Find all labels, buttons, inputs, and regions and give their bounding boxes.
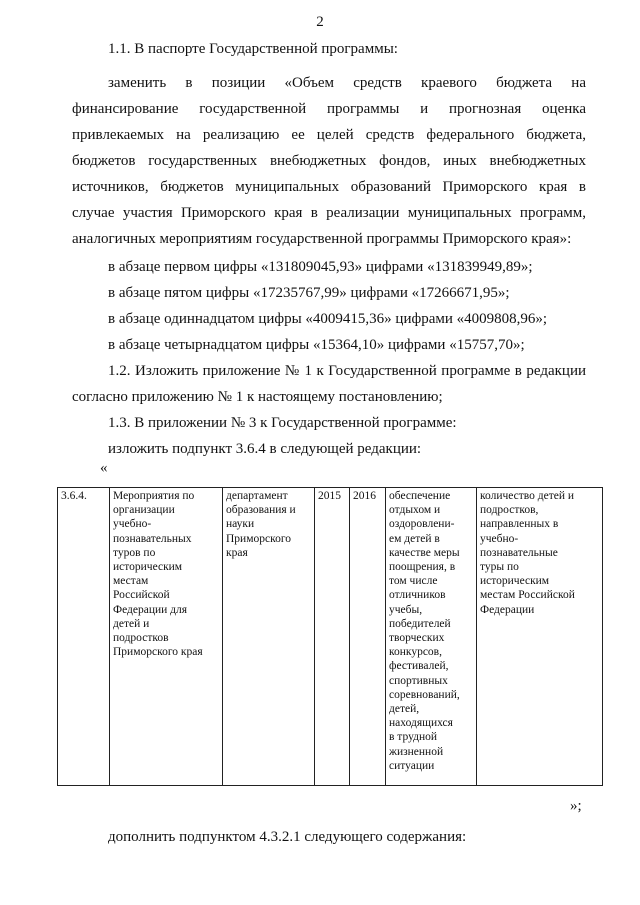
- cell-result: обеспечение отдыхом и оздоровлени- ем детей в качестве меры поощрения, в том числе отличников учебы, победителей творческих конкурсов, фестивалей, спортивных соревнований, детей, находящихся в трудной жизненной ситуации: [386, 488, 477, 786]
- cell-event: Мероприятия по организации учебно- познавательных туров по историческим местам Российской Федерации для детей и подростков Приморского края: [110, 488, 223, 786]
- table-row: [58, 488, 603, 786]
- replace-line-2: финансирование государственной программы и прогнозная оценка: [72, 101, 586, 117]
- subitem-table: [57, 487, 603, 786]
- replace-line-4: бюджетов государственных внебюджетных фондов, иных внебюджетных: [72, 153, 586, 169]
- dopolnit-line: дополнить подпунктом 4.3.2.1 следующего содержания:: [108, 829, 467, 845]
- abzac-5: в абзаце пятом цифры «17235767,99» цифрами «17266671,95»;: [108, 285, 510, 301]
- abzac-14: в абзаце четырнадцатом цифры «15364,10» цифрами «15757,70»;: [108, 337, 525, 353]
- replace-line-1: заменить в позиции «Объем средств краевого бюджета на: [108, 75, 586, 91]
- replace-line-6: случае участия Приморского края в реализации муниципальных программ,: [72, 205, 586, 221]
- cell-year-start: 2015: [315, 488, 350, 786]
- abzac-1: в абзаце первом цифры «131809045,93» цифрами «131839949,89»;: [108, 259, 533, 275]
- paragraph-1-2-line-1: 1.2. Изложить приложение № 1 к Государственной программе в редакции: [108, 363, 586, 379]
- paragraph-1-2-line-2: согласно приложению № 1 к настоящему постановлению;: [72, 389, 443, 405]
- cell-year-end: 2016: [350, 488, 386, 786]
- closing-quote: »;: [570, 798, 582, 814]
- opening-quote: «: [100, 460, 108, 476]
- paragraph-1-3: 1.3. В приложении № 3 к Государственной программе:: [108, 415, 457, 431]
- cell-number: 3.6.4.: [58, 488, 110, 786]
- cell-executor: департамент образования и науки Приморского края: [223, 488, 315, 786]
- izlozhit-line: изложить подпункт 3.6.4 в следующей редакции:: [108, 441, 422, 457]
- cell-indicator: количество детей и подростков, направленных в учебно- познавательные туры по историческим местам Российской Федерации: [477, 488, 603, 786]
- page-number: 2: [316, 14, 324, 30]
- replace-line-5: источников, бюджетов муниципальных образований Приморского края в: [72, 179, 586, 195]
- replace-line-3: привлекаемых на реализацию ее целей средств федерального бюджета,: [72, 127, 586, 143]
- paragraph-1-1: 1.1. В паспорте Государственной программы:: [108, 41, 398, 57]
- abzac-11: в абзаце одиннадцатом цифры «4009415,36» цифрами «4009808,96»;: [108, 311, 548, 327]
- replace-line-7: аналогичных мероприятиям государственной программы Приморского края»:: [72, 231, 572, 247]
